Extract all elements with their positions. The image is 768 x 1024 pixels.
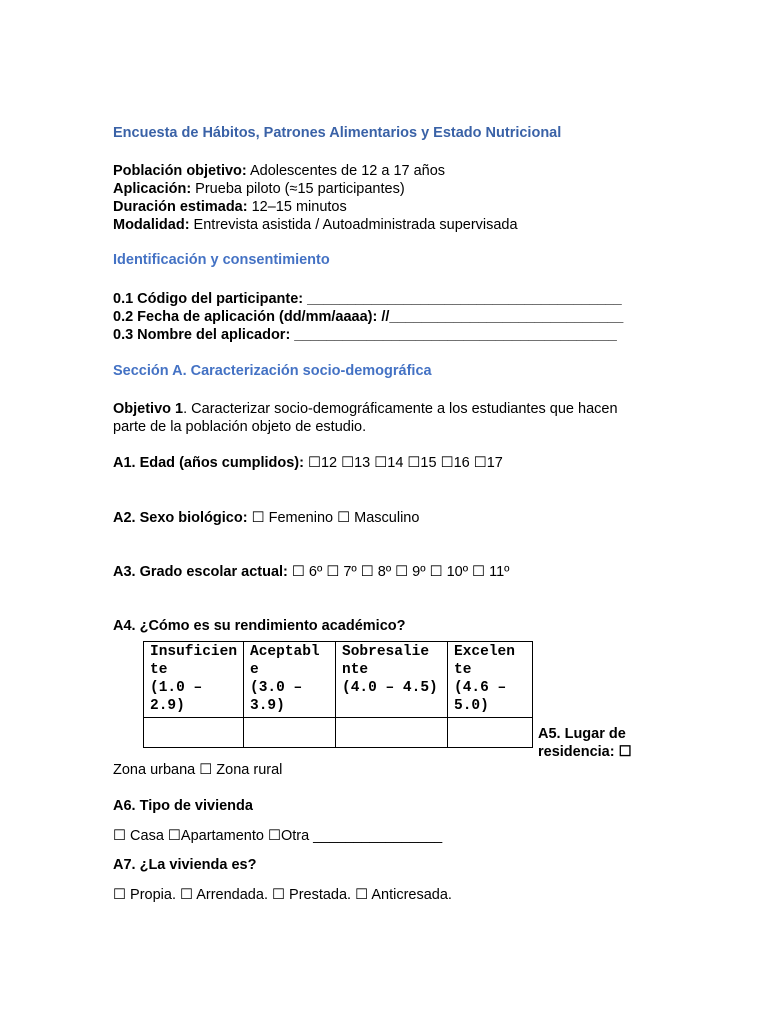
a5-label-line1: A5. Lugar de bbox=[538, 726, 626, 742]
question-a2 bbox=[113, 509, 419, 527]
table-header-cell bbox=[448, 642, 533, 718]
column-range: (1.0 – 2.9) bbox=[150, 680, 203, 714]
a7-options: ☐ Propia. ☐ Arrendada. ☐ Prestada. ☐ Anticresada. bbox=[113, 887, 452, 903]
question-a1 bbox=[113, 454, 503, 472]
a3-label: A3. Grado escolar actual: bbox=[113, 564, 288, 580]
question-a3 bbox=[113, 563, 509, 581]
column-name: Insuficien te bbox=[150, 644, 238, 678]
meta-label: Modalidad: bbox=[113, 217, 190, 233]
meta-value: 12–15 minutos bbox=[247, 199, 347, 215]
a3-options: ☐ 6º ☐ 7º ☐ 8º ☐ 9º ☐ 10º ☐ 11º bbox=[287, 564, 510, 580]
a5-label-line2: residencia: ☐ bbox=[538, 744, 632, 760]
answer-cell[interactable] bbox=[336, 718, 448, 748]
column-name: Aceptabl e bbox=[250, 644, 320, 678]
a6-options: ☐ Casa ☐Apartamento ☐Otra ________________ bbox=[113, 828, 443, 844]
identification-heading: Identificación y consentimiento bbox=[113, 252, 330, 268]
a1-label: A1. Edad (años cumplidos): bbox=[113, 455, 304, 471]
meta-label: Población objetivo: bbox=[113, 163, 247, 179]
meta-label: Aplicación: bbox=[113, 181, 192, 197]
meta-label: Duración estimada: bbox=[113, 199, 248, 215]
a1-options: ☐12 ☐13 ☐14 ☐15 ☐16 ☐17 bbox=[303, 455, 503, 471]
meta-duration bbox=[113, 198, 347, 216]
a2-options: ☐ Femenino ☐ Masculino bbox=[247, 510, 420, 526]
survey-title: Encuesta de Hábitos, Patrones Alimentarios y Estado Nutricional bbox=[113, 125, 562, 141]
objective-paragraph bbox=[113, 400, 643, 436]
objective-label: Objetivo 1 bbox=[113, 401, 184, 417]
meta-application bbox=[113, 180, 405, 198]
answer-cell[interactable] bbox=[448, 718, 533, 748]
participant-code-field: 0.1 Código del participante: _______________________________________ bbox=[113, 291, 622, 307]
applicator-name-field: 0.3 Nombre del aplicador: ________________________________________ bbox=[113, 327, 617, 343]
answer-cell[interactable] bbox=[244, 718, 336, 748]
section-a-heading: Sección A. Caracterización socio-demográfica bbox=[113, 363, 432, 379]
column-range: (4.6 – 5.0) bbox=[454, 680, 507, 714]
question-a7: A7. ¿La vivienda es? bbox=[113, 857, 257, 873]
column-name: Sobresalie nte bbox=[342, 644, 430, 678]
meta-modality bbox=[113, 216, 518, 234]
question-a6: A6. Tipo de vivienda bbox=[113, 798, 253, 814]
meta-value: Entrevista asistida / Autoadministrada supervisada bbox=[189, 217, 518, 233]
column-name: Excelen te bbox=[454, 644, 515, 678]
table-header-cell bbox=[144, 642, 244, 718]
table-header-cell bbox=[244, 642, 336, 718]
meta-value: Prueba piloto (≈15 participantes) bbox=[191, 181, 405, 197]
objective-text: . Caracterizar socio-demográficamente a los estudiantes que hacen parte de la población objeto de estudio. bbox=[113, 401, 618, 435]
table-header-row bbox=[144, 642, 533, 718]
column-range: (4.0 – 4.5) bbox=[342, 680, 438, 696]
meta-population bbox=[113, 162, 445, 180]
table-header-cell bbox=[336, 642, 448, 718]
a2-label: A2. Sexo biológico: bbox=[113, 510, 248, 526]
column-range: (3.0 – 3.9) bbox=[250, 680, 303, 714]
table-row bbox=[144, 718, 533, 748]
answer-cell[interactable] bbox=[144, 718, 244, 748]
application-date-field: 0.2 Fecha de aplicación (dd/mm/aaaa): //_____________________________ bbox=[113, 309, 624, 325]
meta-value: Adolescentes de 12 a 17 años bbox=[246, 163, 446, 179]
a5-options: Zona urbana ☐ Zona rural bbox=[113, 762, 283, 778]
question-a4: A4. ¿Cómo es su rendimiento académico? bbox=[113, 618, 406, 634]
performance-table bbox=[143, 641, 533, 748]
